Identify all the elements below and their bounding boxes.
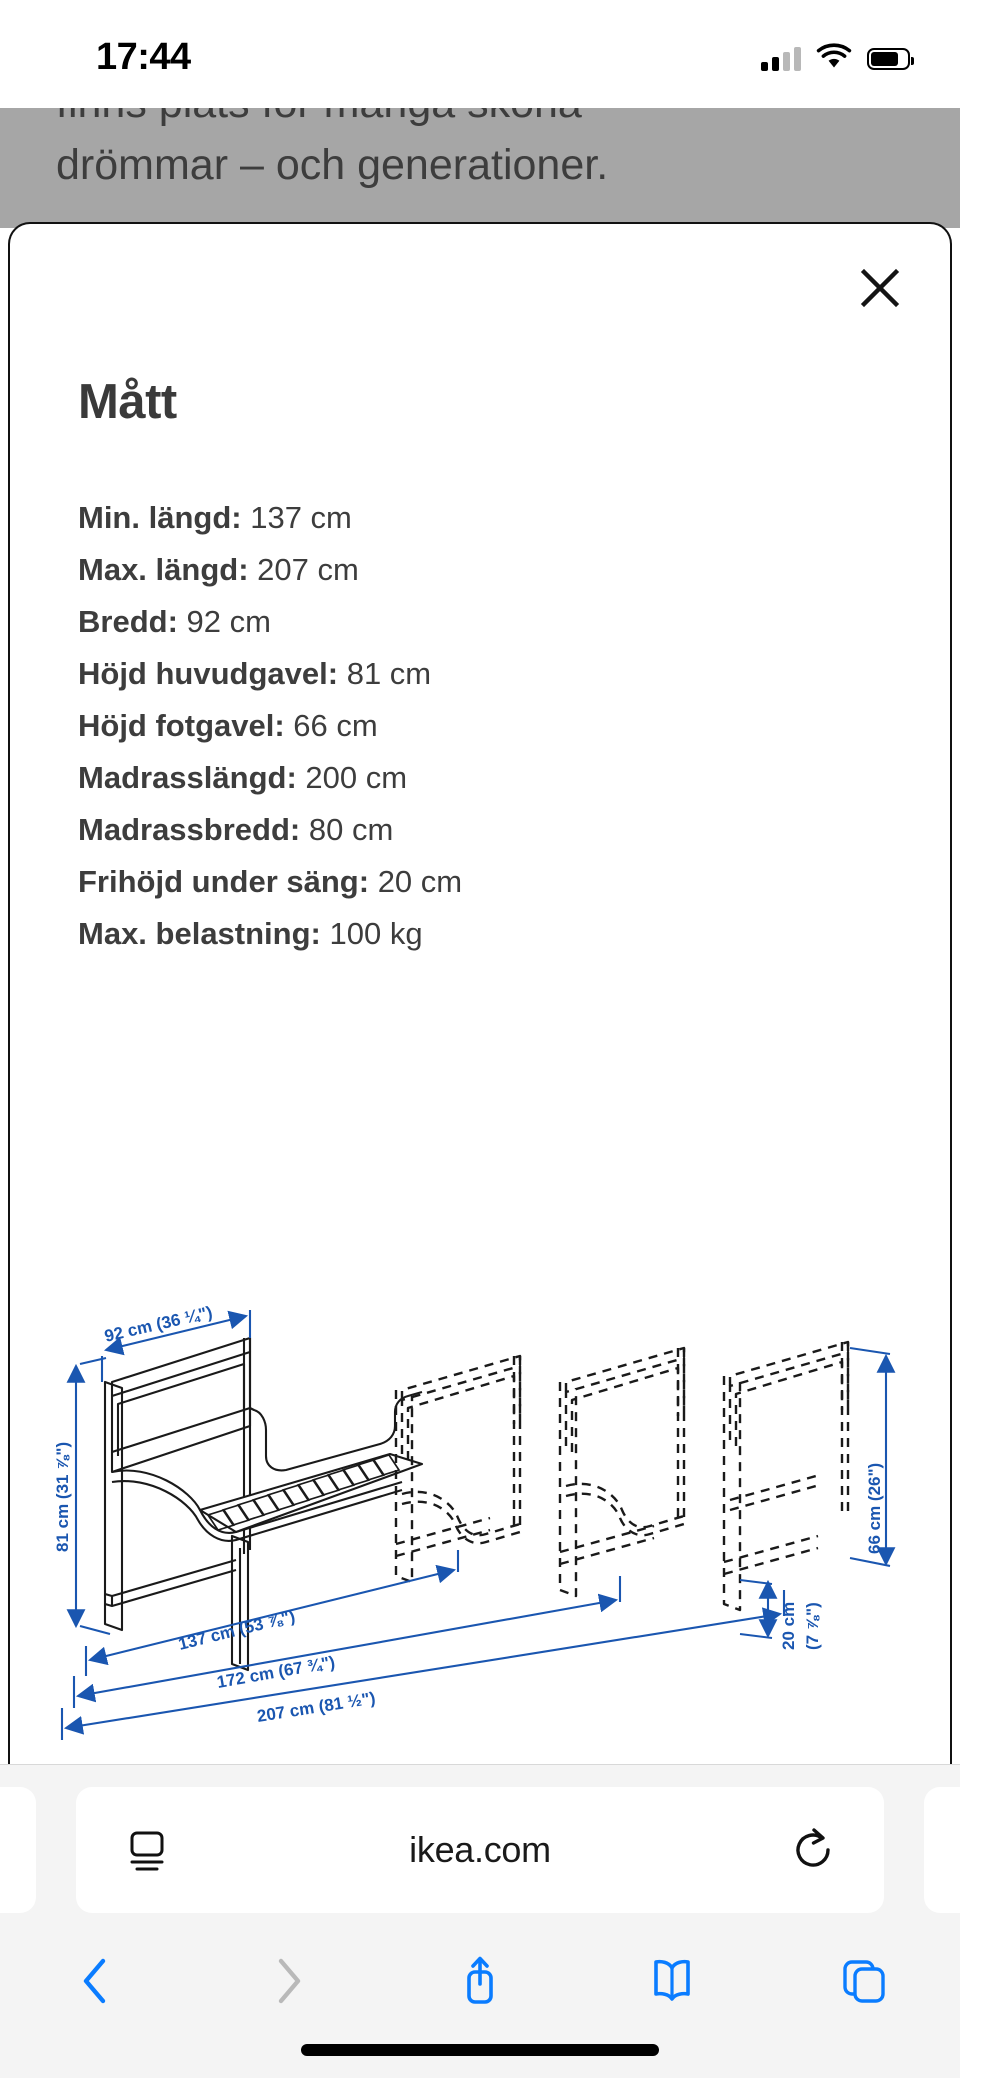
spec-label: Madrasslängd: [78, 760, 297, 795]
spec-row [78, 596, 838, 648]
spec-label: Madrassbredd: [78, 812, 301, 847]
specifications-list [78, 492, 838, 960]
adjacent-tab-left[interactable] [0, 1787, 36, 1913]
spec-row [78, 492, 838, 544]
dimension-label-clearance-inch: (7 ⅞") [803, 1602, 822, 1650]
spec-value: 200 cm [305, 760, 408, 795]
page-title: Mått [78, 375, 177, 429]
home-indicator [301, 2044, 659, 2056]
page-background-dimmed [0, 108, 960, 228]
dimension-label-length-max: 207 cm (81 ½") [255, 1688, 377, 1726]
spec-value: 137 cm [250, 500, 352, 535]
battery-icon [867, 48, 910, 70]
adjacent-tab-right[interactable] [924, 1787, 988, 1913]
dimension-lines [62, 1310, 890, 1740]
dimension-label-width: 92 cm (36 ¼") [102, 1302, 215, 1346]
dimension-label-length-min: 137 cm (53 ⅞") [176, 1606, 297, 1654]
spec-row [78, 856, 838, 908]
wifi-icon [817, 44, 851, 74]
dimension-label-footboard-height: 66 cm (26") [865, 1462, 884, 1554]
close-icon[interactable] [852, 260, 908, 316]
product-dimension-drawing [50, 1304, 930, 1744]
spec-label: Höjd huvudgavel: [78, 656, 339, 691]
spec-value: 207 cm [257, 552, 359, 587]
status-bar-indicators [761, 44, 910, 74]
url-bar[interactable] [76, 1787, 884, 1913]
spec-row [78, 908, 838, 960]
background-text-line-2: drömmar – och generationer. [56, 141, 609, 189]
spec-row [78, 544, 838, 596]
dimension-label-clearance: 20 cm [779, 1601, 798, 1650]
spec-label: Bredd: [78, 604, 178, 639]
dimension-labels [53, 1303, 884, 1726]
tab-strip [0, 1787, 960, 1913]
spec-label: Max. belastning: [78, 916, 321, 951]
bed-frame-extension-dashed [396, 1342, 848, 1610]
url-text[interactable]: ikea.com [409, 1829, 551, 1870]
forward-button[interactable] [192, 1933, 384, 2029]
dimension-label-length-mid: 172 cm (67 ¾") [215, 1652, 337, 1692]
spec-label: Frihöjd under säng: [78, 864, 370, 899]
spec-row [78, 804, 838, 856]
dimension-label-headboard-height: 81 cm (31 ⅞") [53, 1441, 72, 1552]
cellular-signal-icon [761, 47, 801, 71]
spec-label: Max. längd: [78, 552, 249, 587]
measurements-modal [8, 222, 952, 1764]
tabs-button[interactable] [768, 1933, 960, 2029]
reload-icon[interactable] [790, 1827, 836, 1873]
spec-value: 100 kg [329, 916, 423, 951]
spec-row [78, 648, 838, 700]
status-bar [0, 0, 960, 108]
spec-row [78, 700, 838, 752]
back-button[interactable] [0, 1933, 192, 2029]
bookmarks-button[interactable] [576, 1933, 768, 2029]
spec-value: 80 cm [308, 812, 394, 847]
spec-value: 92 cm [186, 604, 271, 639]
spec-value: 81 cm [346, 656, 432, 691]
browser-bottom-bar [0, 1764, 960, 2078]
spec-row [78, 752, 838, 804]
reader-view-icon[interactable] [124, 1827, 170, 1873]
spec-label: Höjd fotgavel: [78, 708, 285, 743]
spec-label: Min. längd: [78, 500, 242, 535]
browser-toolbar [0, 1933, 960, 2029]
spec-value: 20 cm [377, 864, 463, 899]
status-bar-time: 17:44 [96, 36, 191, 78]
spec-value: 66 cm [293, 708, 378, 743]
share-button[interactable] [384, 1933, 576, 2029]
